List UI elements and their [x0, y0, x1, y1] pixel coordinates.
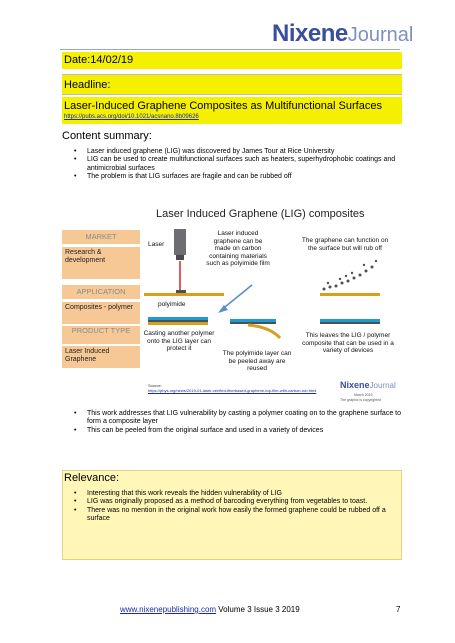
footer-issue: Volume 3 Issue 3 2019 [216, 605, 300, 614]
relevance-heading: Relevance: [64, 472, 120, 484]
figure-mini-logo [340, 375, 396, 402]
list-item: • Laser induced graphene (LIG) was discovered by James Tour at Rice University [62, 148, 402, 156]
footer [120, 605, 300, 614]
list-item: • Interesting that this work reveals the hidden vulnerability of LIG [62, 490, 397, 498]
figure-title: Laser Induced Graphene (LIG) composites [156, 208, 365, 220]
figure-source [148, 383, 316, 393]
laser-nozzle [176, 255, 184, 260]
laser-desc-label: Laser induced graphene can be made on carbon containing materials such as polyimide film [206, 230, 270, 267]
article-title-block [62, 97, 402, 124]
casting-graphene-layer [148, 320, 208, 322]
graphene-spot [176, 290, 186, 293]
peeled-polyimide [248, 325, 280, 338]
list-item: • There was no mention in the original work how easily the formed graphene could be rubbed off a surface [62, 507, 397, 524]
rub-off-substrate [320, 293, 380, 296]
sidebar-content-market: Research & development [62, 247, 140, 279]
sidebar-label-market: MARKET [62, 230, 140, 244]
rub-off-particles [323, 260, 378, 291]
sidebar-label-product-type: PRODUCT TYPE [62, 326, 140, 344]
content-summary-list [62, 148, 402, 181]
mini-logo-copyright: The graphic is copyrighted [340, 397, 382, 402]
casting-label: Casting another polymer onto the LIG layer can protect it [143, 330, 215, 352]
mini-logo-date: March 2019 [354, 393, 373, 397]
sidebar-content-product-type: Laser Induced Graphene [62, 346, 140, 368]
composite-graphene-layer [320, 322, 380, 324]
list-item: • This work addresses that LIG vulnerability by casting a polymer coating on to the graphene surface to form a composite layer [62, 410, 402, 427]
source-url-link[interactable]: https://phys.org/news/2019-01-laser-verified-fiberbased-graphene-top-film-with-carbon-rub.html [148, 388, 317, 393]
figure-sidebar [62, 230, 140, 368]
laser-device-icon [174, 229, 186, 255]
list-item: • LIG can be used to create multifunctional surfaces such as heaters, superhydrophobic coatings and antimicrobial surfaces [62, 156, 402, 173]
page-number: 7 [396, 605, 401, 614]
content-summary-heading: Content summary: [62, 130, 152, 142]
article-title: Laser-Induced Graphene Composites as Multifunctional Surfaces [64, 100, 382, 112]
mini-logo-nixene: Nixene [340, 380, 370, 390]
peel-polymer-layer [230, 319, 276, 322]
footer-url-link[interactable]: www.nixenepublishing.com [120, 605, 217, 614]
leaves-label: This leaves the LIG / polymer composite that can be used in a variety of devices [302, 332, 394, 354]
sidebar-content-application: Composites - polymer [62, 302, 140, 324]
nixene-journal-logo [272, 20, 413, 48]
polyimide-film [144, 293, 224, 296]
date-bar: Date:14/02/19 [62, 52, 402, 69]
laser-label: Laser [148, 241, 165, 248]
casting-polyimide-layer [148, 322, 208, 325]
logo-nixene: Nixene [272, 20, 348, 47]
list-item: • This can be peeled from the original surface and used in a variety of devices [62, 427, 402, 435]
list-item: • The problem is that LIG surfaces are fragile and can be rubbed off [62, 173, 402, 181]
headline-label: Headline: [62, 74, 402, 95]
polyimide-label: polyimide [158, 301, 186, 308]
relevance-list [62, 490, 397, 523]
mini-logo-journal: Journal [369, 381, 396, 390]
article-url-link[interactable]: https://pubs.acs.org/doi/10.1021/acsnano.8b09626 [64, 114, 199, 120]
logo-journal: Journal [347, 24, 414, 46]
rub-off-label: The graphene can function on the surface but will rub off [301, 237, 389, 252]
source-label: Source: [148, 383, 162, 388]
header-divider [60, 49, 400, 50]
list-item: • LIG was originally proposed as a method of barcoding everything from vegetables to toast. [62, 498, 397, 506]
sidebar-label-application: APPLICATION [62, 285, 140, 299]
composite-polymer-layer [320, 319, 380, 322]
peel-graphene-layer [230, 322, 276, 324]
casting-polymer-layer [148, 317, 208, 320]
peeled-label: The polyimide layer can be peeled away are reused [222, 350, 292, 372]
after-figure-list [62, 410, 402, 435]
